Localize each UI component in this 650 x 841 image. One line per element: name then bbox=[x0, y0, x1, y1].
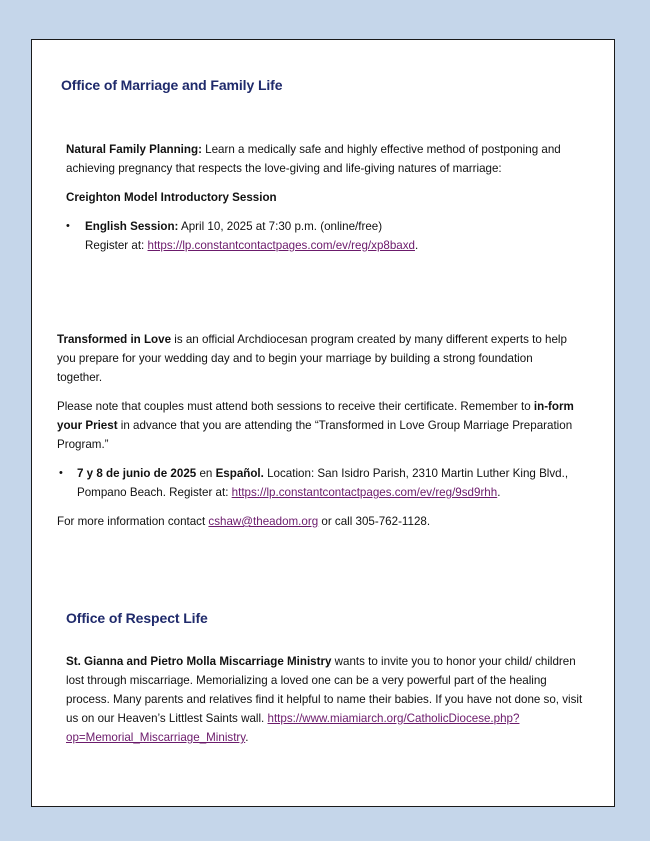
english-session-label: English Session: bbox=[85, 220, 179, 233]
respect-heading: Office of Respect Life bbox=[66, 610, 208, 626]
spanish-session-label: 7 y 8 de junio de 2025 bbox=[77, 467, 197, 480]
spanish-lang: Español. bbox=[215, 467, 264, 480]
contact-after: or call 305-762-1128. bbox=[318, 515, 431, 528]
ministry-text: wants to invite you to honor your child/ children lost through miscarriage. Memorializing a loved one can be a very powerful part of the healing process. Many parents and relatives find it helpful to name their babies. If you have not done so, visit us on our Heaven’s Littlest Saints wall. bbox=[66, 655, 583, 725]
nfp-text: Learn a medically safe and highly effective method of postponing and achieving pregnancy that respects the love-giving and life-giving natures of marriage: bbox=[66, 143, 561, 175]
note-bold: in-form your Priest bbox=[57, 400, 574, 432]
spanish-details: Location: San Isidro Parish, 2310 Martin Luther King Blvd., Pompano Beach. Register at: bbox=[77, 467, 569, 499]
contact-email-link[interactable]: cshaw@theadom.org bbox=[208, 515, 319, 528]
content-frame bbox=[31, 39, 615, 807]
page-background bbox=[20, 20, 630, 821]
transformed-text: is an official Archdiocesan program created by many different experts to help you prepare for your wedding day and to begin your marriage by building a strong foundation together. bbox=[57, 333, 567, 384]
transformed-label: Transformed in Love bbox=[57, 333, 172, 346]
ministry-suffix: . bbox=[245, 731, 249, 744]
spanish-session-item bbox=[77, 464, 577, 502]
marriage-heading: Office of Marriage and Family Life bbox=[61, 77, 283, 93]
english-suffix: . bbox=[414, 239, 419, 252]
nfp-label: Natural Family Planning: bbox=[66, 143, 202, 156]
creighton-title: Creighton Model Introductory Session bbox=[66, 191, 277, 204]
ministry-link[interactable]: https://www.miamiarch.org/CatholicDiocese.php?op=Memorial_Miscarriage_Ministry bbox=[66, 712, 520, 744]
ministry-paragraph bbox=[66, 652, 586, 747]
english-session-details: April 10, 2025 at 7:30 p.m. (online/free) bbox=[178, 220, 383, 233]
english-session-item bbox=[85, 217, 585, 255]
ministry-label: St. Gianna and Pietro Molla Miscarriage Ministry bbox=[66, 655, 332, 668]
contact-line bbox=[57, 512, 587, 531]
transformed-paragraph bbox=[57, 330, 579, 387]
note-before: Please note that couples must attend both sessions to receive their certificate. Remember to bbox=[57, 400, 534, 413]
english-register-link[interactable]: https://lp.constantcontactpages.com/ev/reg/xp8baxd bbox=[147, 239, 415, 252]
spanish-suffix: . bbox=[497, 486, 501, 499]
bullet-spanish: • bbox=[59, 467, 63, 479]
english-register-prefix: Register at: bbox=[85, 239, 148, 252]
note-after: in advance that you are attending the “Transformed in Love Group Marriage Preparation Program.” bbox=[57, 419, 573, 451]
nfp-paragraph bbox=[66, 140, 586, 178]
contact-before: For more information contact bbox=[57, 515, 209, 528]
spanish-mid: en bbox=[196, 467, 216, 480]
note-paragraph bbox=[57, 397, 582, 454]
spanish-register-link[interactable]: https://lp.constantcontactpages.com/ev/reg/9sd9rhh bbox=[231, 486, 498, 499]
bullet-english: • bbox=[66, 220, 70, 232]
